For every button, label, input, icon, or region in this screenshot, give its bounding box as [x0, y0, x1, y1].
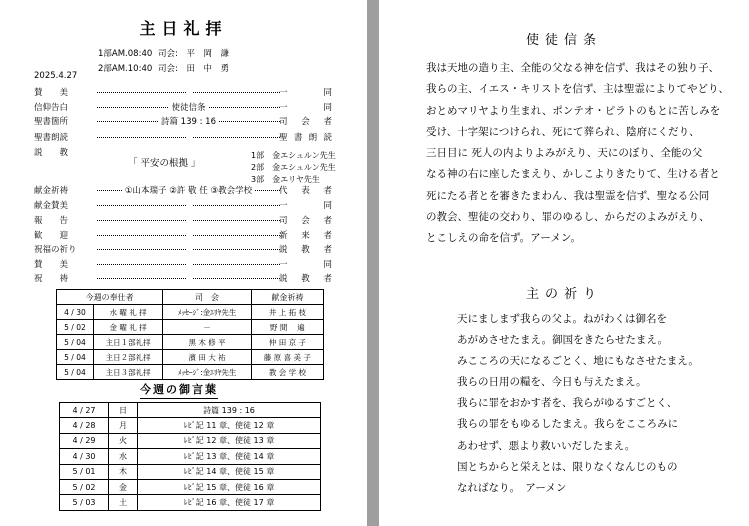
program-person: 聖書朗読 — [279, 133, 332, 143]
text-line: 天にましまず我らの父よ。ねがわくは御名を — [457, 313, 667, 325]
table-cell: 濱 田 大 祐 — [163, 350, 251, 365]
program-content — [97, 214, 280, 224]
text-line: 我らの日用の糧を、今日も与えたまえ。 — [457, 376, 647, 389]
table-cell: 土 — [109, 495, 138, 510]
text-line: とこしえの命を信ず。アーメン。 — [426, 232, 581, 245]
program-content-text: 詩篇 139 : 16 — [158, 117, 219, 127]
speaker-line: 2部 金エシュルン先生 — [251, 163, 336, 172]
table-cell: 仲 田 京 子 — [251, 335, 323, 350]
table-row — [57, 350, 324, 365]
table-cell: ﾚﾋﾞ記 13 章、使徒 14 章 — [138, 449, 321, 464]
table-row — [57, 335, 324, 350]
service-role: 司会: — [157, 64, 178, 74]
program-content — [97, 243, 280, 253]
table-cell: 水 曜 礼 拝 — [93, 305, 162, 320]
text-line: 死にたる者とを審きたまわん、我は聖霊を信ず、聖なる公同 — [426, 189, 710, 202]
column-header: 献金祈祷 — [251, 290, 323, 305]
column-header: 司 会 — [163, 290, 251, 305]
table-row — [60, 403, 321, 418]
table-cell: 木 — [109, 464, 138, 479]
table-cell: 詩篇 139 : 16 — [138, 403, 321, 418]
table-cell: 4 / 29 — [60, 433, 109, 448]
sermon-title: 「 平安の根拠 」 — [128, 158, 201, 169]
table-cell: ﾒｯｾｰｼﾞ:金ｴﾘﾔ先生 — [163, 305, 251, 320]
program-content — [97, 199, 280, 209]
text-line: なればなり。 アーメン — [457, 481, 567, 494]
program-content — [97, 258, 280, 268]
table-cell: 金 曜 礼 拝 — [93, 320, 162, 335]
program-row — [34, 258, 332, 272]
table-cell: ﾚﾋﾞ記 15 章、使徒 16 章 — [138, 479, 321, 494]
text-line: 受け、十字架につけられ、死にて葬られ、陰府にくだり、 — [426, 125, 700, 138]
bulletin-page-left — [0, 0, 367, 526]
program-label: 聖書箇所 — [34, 117, 69, 127]
service-role: 司会: — [157, 49, 178, 59]
table-row — [60, 479, 321, 494]
program-person: 司会者 — [279, 216, 332, 226]
service-1 — [98, 47, 229, 59]
program-content-text: 使徒信条 — [168, 103, 208, 113]
program-label: 献金祈祷 — [34, 186, 69, 196]
page-title: 主日礼拝 — [139, 19, 228, 38]
table-cell: 5 / 02 — [60, 479, 109, 494]
program-person: 一同 — [279, 103, 332, 113]
program-content — [97, 229, 280, 239]
program-row — [34, 243, 332, 257]
table-cell: 金 — [109, 479, 138, 494]
weekly-word-table — [59, 402, 321, 511]
program-row — [34, 229, 332, 243]
table-cell: 月 — [109, 418, 138, 433]
program-person: 代表者 — [279, 186, 332, 196]
column-header: 今週の奉仕者 — [57, 290, 163, 305]
text-line: みこころの天になるごとく、地にもなさせたまえ。 — [457, 355, 699, 368]
program-person: 説教者 — [279, 274, 332, 284]
text-line: 我らに罪をおかす者を、我らがゆるすごとく、 — [457, 397, 678, 410]
table-cell: 主日１部礼拝 — [93, 335, 162, 350]
table-header-row — [57, 290, 324, 305]
table-cell: 4 / 30 — [60, 449, 109, 464]
prayer-title: 主の祈り — [525, 287, 602, 302]
text-line: 我らの主、イエス・キリストを信ず、主は聖霊によりてやどり、 — [426, 83, 730, 96]
speaker-line: 1部 金エシュルン先生 — [251, 151, 336, 160]
creed-title: 使徒信条 — [525, 33, 602, 48]
program-content — [97, 101, 280, 113]
program-person: 説教者 — [279, 245, 332, 255]
sermon-speakers — [251, 150, 336, 186]
table-cell: 教 会 学 校 — [251, 365, 323, 380]
table-row — [57, 320, 324, 335]
program-person: 一同 — [279, 260, 332, 270]
table-cell: 主日３部礼拝 — [93, 365, 162, 380]
table-cell: 火 — [109, 433, 138, 448]
table-cell: 4 / 27 — [60, 403, 109, 418]
program-label: 賛 美 — [34, 88, 69, 98]
program-row — [34, 272, 332, 286]
speaker-line: 3部 金エリヤ先生 — [251, 175, 320, 184]
text-line: 我らの罪をもゆるしたまえ。我らをこころみに — [457, 418, 679, 431]
table-row — [60, 433, 321, 448]
text-line: なる神の右に座したまえり、かしこよりきたりて、生ける者と — [426, 168, 720, 181]
program-content — [97, 272, 280, 282]
table-cell: ﾚﾋﾞ記 12 章、使徒 13 章 — [138, 433, 321, 448]
program-label: 聖書朗読 — [34, 133, 69, 143]
table-row — [57, 305, 324, 320]
program-content — [97, 115, 280, 127]
table-row — [60, 464, 321, 479]
bulletin-page-right — [379, 0, 749, 526]
program-content-text — [186, 131, 192, 141]
table-cell: 5 / 04 — [57, 335, 94, 350]
duty-table — [56, 289, 324, 380]
program-label: 献金賛美 — [34, 201, 69, 211]
service-time: 2部AM.10:40 — [98, 64, 153, 74]
table-cell: 水 — [109, 449, 138, 464]
text-line: 国とちからと栄えとは、限りなくなんじのもの — [457, 460, 678, 473]
table-cell: 5 / 04 — [57, 350, 94, 365]
program-content-text — [186, 214, 192, 224]
weekly-word-title: 今週の御言葉 — [140, 381, 218, 399]
program-person: 新来者 — [279, 231, 332, 241]
table-row — [57, 365, 324, 380]
service-host: 平 岡 謙 — [186, 49, 230, 59]
program-label: 説 教 — [34, 148, 69, 158]
bulletin-date: 2025.4.27 — [34, 71, 78, 81]
service-2 — [98, 62, 229, 74]
table-cell: 井 上 拓 枝 — [251, 305, 323, 320]
program-content-text — [186, 86, 192, 96]
table-row — [60, 495, 321, 510]
text-line: あわせず、悪より救いいだしたまえ。 — [457, 439, 636, 452]
table-cell: 4 / 30 — [57, 305, 94, 320]
program-content-text — [186, 258, 192, 268]
program-row — [34, 199, 332, 213]
program-row — [34, 86, 332, 100]
program-label: 祝福の祈り — [34, 245, 77, 255]
text-line: あがめさせたまえ。御国をきたらせたまえ。 — [457, 334, 668, 347]
table-row — [60, 418, 321, 433]
table-cell: 主日２部礼拝 — [93, 350, 162, 365]
program-row — [34, 101, 332, 115]
table-cell: 野 間 遍 — [251, 320, 323, 335]
program-content-text: ①山本瑞子 ②許 敬 任 ③教会学校 — [122, 186, 255, 196]
table-cell: 5 / 04 — [57, 365, 94, 380]
table-cell: 5 / 01 — [60, 464, 109, 479]
service-time: 1部AM.08:40 — [98, 49, 153, 59]
table-cell: － — [163, 320, 251, 335]
program-person: 一同 — [279, 88, 332, 98]
table-cell: ﾚﾋﾞ記 16 章、使徒 17 章 — [138, 495, 321, 510]
program-label: 祝 祷 — [34, 274, 69, 284]
program-content — [97, 86, 280, 96]
program-row — [34, 214, 332, 228]
table-cell: 4 / 28 — [60, 418, 109, 433]
table-cell: 藤 原 喜 美 子 — [251, 350, 323, 365]
text-line: おとめマリヤより生まれ、ポンテオ・ピラトのもとに苦しみを — [426, 104, 721, 117]
program-person: 司会者 — [279, 117, 332, 127]
table-row — [60, 449, 321, 464]
text-line: 我は天地の造り主、全能の父なる神を信ず、我はその独り子、 — [426, 62, 720, 74]
program-content-text — [186, 199, 192, 209]
table-cell: 5 / 02 — [57, 320, 94, 335]
program-row — [34, 131, 332, 145]
program-row — [34, 184, 332, 198]
program-content — [97, 131, 280, 141]
program-label: 信仰告白 — [34, 103, 69, 113]
program-label: 歓 迎 — [34, 231, 69, 241]
text-line: 三日目に 死人の内よりよみがえり、天にのぼり、全能の父 — [426, 147, 703, 160]
creed-text — [426, 58, 729, 250]
service-host: 田 中 勇 — [186, 64, 230, 74]
table-cell: 黒 木 修 平 — [163, 335, 251, 350]
table-cell: ﾒｯｾｰｼﾞ:金ｴﾘﾔ先生 — [163, 365, 251, 380]
program-label: 報 告 — [34, 216, 69, 226]
table-cell: 日 — [109, 403, 138, 418]
program-content-text — [186, 243, 192, 253]
text-line: の教会、聖徒の交わり、罪のゆるし、からだのよみがえり、 — [426, 211, 710, 224]
program-row — [34, 115, 332, 129]
table-cell: ﾚﾋﾞ記 14 章、使徒 15 章 — [138, 464, 321, 479]
table-cell: ﾚﾋﾞ記 11 章、使徒 12 章 — [138, 418, 321, 433]
program-content-text — [186, 229, 192, 239]
program-label: 賛 美 — [34, 260, 69, 270]
program-person: 一同 — [279, 201, 332, 211]
table-cell: 5 / 03 — [60, 495, 109, 510]
program-content-text — [186, 272, 192, 282]
prayer-text — [457, 309, 699, 499]
